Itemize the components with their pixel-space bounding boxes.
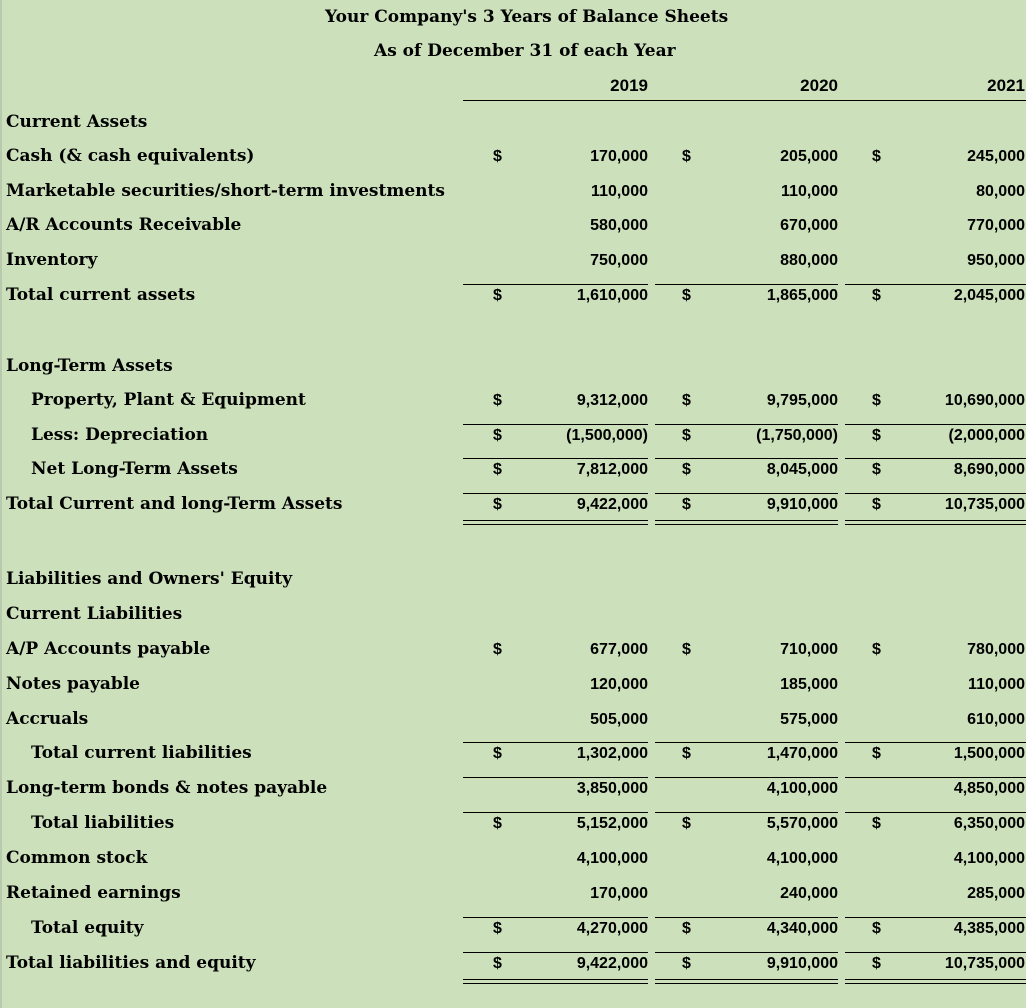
cell-value-2020: 4,100,000 xyxy=(766,850,838,867)
currency-symbol: $ xyxy=(493,461,502,478)
cell-value-2020: 9,795,000 xyxy=(766,392,838,409)
cell-value-2021: (2,000,000 xyxy=(948,427,1025,444)
total-rule xyxy=(463,284,648,285)
cell-value-2020: 205,000 xyxy=(780,148,838,165)
currency-symbol: $ xyxy=(872,815,881,832)
cell-value-2020: 110,000 xyxy=(781,183,838,200)
cell-value-2020: 880,000 xyxy=(780,252,838,269)
total-rule xyxy=(463,917,648,918)
total-rule xyxy=(655,777,838,778)
total-rule xyxy=(463,424,648,425)
row-label: Current Liabilities xyxy=(6,604,183,624)
total-rule xyxy=(655,917,838,918)
row-label: Net Long-Term Assets xyxy=(31,459,238,479)
total-rule xyxy=(655,424,838,425)
cell-value-2019: (1,500,000) xyxy=(566,427,648,444)
currency-symbol: $ xyxy=(493,641,502,658)
row-label: Total current liabilities xyxy=(31,743,252,763)
currency-symbol: $ xyxy=(872,427,881,444)
cell-value-2020: 710,000 xyxy=(780,641,838,658)
cell-value-2019: 7,812,000 xyxy=(576,461,648,478)
row-label: Long-term bonds & notes payable xyxy=(6,778,328,798)
cell-value-2019: 580,000 xyxy=(590,217,648,234)
total-rule xyxy=(655,493,838,494)
total-rule xyxy=(845,424,1026,425)
year-header-2021: 2021 xyxy=(987,76,1025,95)
cell-value-2019: 505,000 xyxy=(590,711,648,728)
row-label: Notes payable xyxy=(6,674,140,694)
currency-symbol: $ xyxy=(872,920,881,937)
row-label: A/P Accounts payable xyxy=(6,639,211,659)
cell-value-2021: 2,045,000 xyxy=(953,287,1025,304)
total-rule xyxy=(845,284,1026,285)
currency-symbol: $ xyxy=(872,287,881,304)
row-label: Accruals xyxy=(6,709,89,729)
total-rule xyxy=(845,917,1026,918)
currency-symbol: $ xyxy=(682,745,691,762)
cell-value-2020: 9,910,000 xyxy=(766,955,838,972)
cell-value-2019: 3,850,000 xyxy=(576,780,648,797)
currency-symbol: $ xyxy=(493,920,502,937)
currency-symbol: $ xyxy=(872,745,881,762)
row-label: Long-Term Assets xyxy=(6,356,173,376)
currency-symbol: $ xyxy=(493,496,502,513)
cell-value-2020: (1,750,000) xyxy=(756,427,838,444)
currency-symbol: $ xyxy=(682,392,691,409)
total-rule xyxy=(845,742,1026,743)
total-rule xyxy=(845,493,1026,494)
row-label: Less: Depreciation xyxy=(31,425,209,445)
cell-value-2021: 10,735,000 xyxy=(944,496,1025,513)
grand-total-double-rule xyxy=(845,979,1026,984)
cell-value-2019: 677,000 xyxy=(590,641,648,658)
currency-symbol: $ xyxy=(682,427,691,444)
currency-symbol: $ xyxy=(493,745,502,762)
cell-value-2020: 1,865,000 xyxy=(766,287,838,304)
currency-symbol: $ xyxy=(872,461,881,478)
row-label: Inventory xyxy=(6,250,98,270)
currency-symbol: $ xyxy=(682,287,691,304)
row-label: A/R Accounts Receivable xyxy=(6,215,242,235)
cell-value-2021: 780,000 xyxy=(967,641,1025,658)
currency-symbol: $ xyxy=(493,815,502,832)
cell-value-2019: 1,610,000 xyxy=(576,287,648,304)
cell-value-2021: 285,000 xyxy=(967,885,1025,902)
row-label: Cash (& cash equivalents) xyxy=(6,146,255,166)
currency-symbol: $ xyxy=(872,496,881,513)
row-label: Retained earnings xyxy=(6,883,181,903)
cell-value-2020: 185,000 xyxy=(780,676,838,693)
year-header-2019: 2019 xyxy=(610,76,648,95)
total-rule xyxy=(655,812,838,813)
cell-value-2019: 170,000 xyxy=(590,148,648,165)
currency-symbol: $ xyxy=(682,641,691,658)
cell-value-2019: 9,422,000 xyxy=(576,955,648,972)
cell-value-2019: 4,270,000 xyxy=(576,920,648,937)
total-rule xyxy=(463,812,648,813)
cell-value-2021: 1,500,000 xyxy=(953,745,1025,762)
cell-value-2021: 950,000 xyxy=(967,252,1025,269)
cell-value-2020: 9,910,000 xyxy=(766,496,838,513)
sheet-subtitle: As of December 31 of each Year xyxy=(374,41,676,61)
currency-symbol: $ xyxy=(682,955,691,972)
currency-symbol: $ xyxy=(493,148,502,165)
cell-value-2020: 4,340,000 xyxy=(766,920,838,937)
year-header-underline xyxy=(463,100,1026,101)
currency-symbol: $ xyxy=(493,955,502,972)
cell-value-2019: 5,152,000 xyxy=(576,815,648,832)
total-rule xyxy=(655,742,838,743)
cell-value-2021: 10,690,000 xyxy=(944,392,1025,409)
row-label: Marketable securities/short-term investments xyxy=(6,181,445,201)
cell-value-2021: 6,350,000 xyxy=(953,815,1025,832)
cell-value-2020: 4,100,000 xyxy=(766,780,838,797)
row-label: Current Assets xyxy=(6,112,148,132)
grand-total-double-rule xyxy=(655,979,838,984)
currency-symbol: $ xyxy=(493,427,502,444)
total-rule xyxy=(845,952,1026,953)
grand-total-double-rule xyxy=(463,520,648,525)
cell-value-2020: 670,000 xyxy=(780,217,838,234)
currency-symbol: $ xyxy=(872,148,881,165)
cell-value-2019: 9,312,000 xyxy=(576,392,648,409)
total-rule xyxy=(655,284,838,285)
cell-value-2019: 1,302,000 xyxy=(576,745,648,762)
cell-value-2021: 110,000 xyxy=(968,676,1025,693)
cell-value-2021: 610,000 xyxy=(967,711,1025,728)
total-rule xyxy=(463,952,648,953)
currency-symbol: $ xyxy=(682,815,691,832)
cell-value-2019: 120,000 xyxy=(590,676,648,693)
row-label: Liabilities and Owners' Equity xyxy=(6,569,293,589)
grand-total-double-rule xyxy=(463,979,648,984)
currency-symbol: $ xyxy=(682,496,691,513)
cell-value-2020: 575,000 xyxy=(780,711,838,728)
cell-value-2021: 4,385,000 xyxy=(953,920,1025,937)
total-rule xyxy=(845,777,1026,778)
total-rule xyxy=(655,952,838,953)
total-rule xyxy=(463,742,648,743)
row-label: Property, Plant & Equipment xyxy=(31,390,306,410)
cell-value-2019: 110,000 xyxy=(591,183,648,200)
cell-value-2021: 770,000 xyxy=(967,217,1025,234)
currency-symbol: $ xyxy=(872,955,881,972)
row-label: Total current assets xyxy=(6,285,196,305)
cell-value-2021: 245,000 xyxy=(967,148,1025,165)
total-rule xyxy=(463,493,648,494)
cell-value-2019: 4,100,000 xyxy=(576,850,648,867)
grand-total-double-rule xyxy=(845,520,1026,525)
cell-value-2021: 8,690,000 xyxy=(953,461,1025,478)
cell-value-2021: 10,735,000 xyxy=(944,955,1025,972)
total-rule xyxy=(845,812,1026,813)
currency-symbol: $ xyxy=(872,392,881,409)
total-rule xyxy=(845,458,1026,459)
year-header-2020: 2020 xyxy=(800,76,838,95)
cell-value-2019: 170,000 xyxy=(590,885,648,902)
currency-symbol: $ xyxy=(493,287,502,304)
total-rule xyxy=(463,777,648,778)
currency-symbol: $ xyxy=(682,461,691,478)
row-label: Total equity xyxy=(31,918,144,938)
cell-value-2020: 8,045,000 xyxy=(766,461,838,478)
cell-value-2021: 80,000 xyxy=(976,183,1025,200)
currency-symbol: $ xyxy=(682,920,691,937)
total-rule xyxy=(655,458,838,459)
cell-value-2020: 240,000 xyxy=(780,885,838,902)
sheet-left-edge xyxy=(0,0,2,1008)
grand-total-double-rule xyxy=(655,520,838,525)
row-label: Total liabilities and equity xyxy=(6,953,256,973)
cell-value-2021: 4,850,000 xyxy=(953,780,1025,797)
cell-value-2019: 9,422,000 xyxy=(576,496,648,513)
currency-symbol: $ xyxy=(493,392,502,409)
currency-symbol: $ xyxy=(872,641,881,658)
cell-value-2020: 5,570,000 xyxy=(766,815,838,832)
cell-value-2019: 750,000 xyxy=(590,252,648,269)
row-label: Total liabilities xyxy=(31,813,175,833)
row-label: Total Current and long-Term Assets xyxy=(6,494,343,514)
currency-symbol: $ xyxy=(682,148,691,165)
total-rule xyxy=(463,458,648,459)
cell-value-2021: 4,100,000 xyxy=(953,850,1025,867)
sheet-title: Your Company's 3 Years of Balance Sheets xyxy=(325,7,729,27)
cell-value-2020: 1,470,000 xyxy=(766,745,838,762)
row-label: Common stock xyxy=(6,848,148,868)
